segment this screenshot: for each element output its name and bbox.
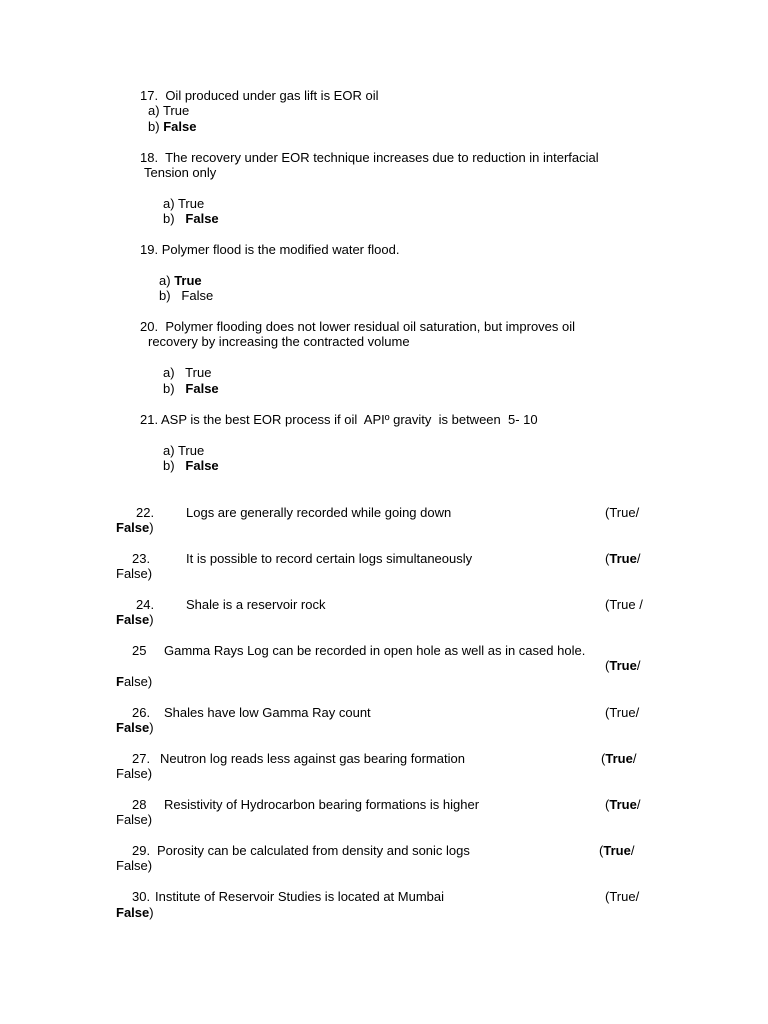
q17-option-a: a) True [148,103,190,118]
tf-item-text: Gamma Rays Log can be recorded in open hole as well as in cased hole. [164,643,586,658]
tf-item-text: It is possible to record certain logs simultaneously [186,551,473,566]
tf-item-number: 28 [132,797,147,812]
tf-answer-line1: (True/ [605,658,641,673]
tf-item-number: 30. [132,889,151,904]
tf-item-text: Neutron log reads less against gas bearing formation [160,751,465,766]
tf-answer-line1: (True/ [605,889,640,904]
question-17: 17. Oil produced under gas lift is EOR oil [140,88,379,103]
q17-option-b: b) False [148,119,197,134]
tf-item-text: Porosity can be calculated from density and sonic logs [157,843,470,858]
tf-item-text: Shales have low Gamma Ray count [164,705,371,720]
q18-option-b: b) False [163,211,219,226]
tf-item-number: 29. [132,843,151,858]
q18-option-a: a) True [163,196,205,211]
tf-answer-line2: False) [116,612,154,627]
tf-answer-line1: (True/ [605,551,641,566]
tf-answer-line1: (True / [605,597,643,612]
tf-item-text: Logs are generally recorded while going down [186,505,452,520]
question-18: 18. The recovery under EOR technique increases due to reduction in interfacial [140,150,599,165]
tf-item-text: Resistivity of Hydrocarbon bearing formations is higher [164,797,480,812]
tf-item-number: 23. [132,551,151,566]
tf-answer-line1: (True/ [605,705,640,720]
tf-answer-line2: False) [116,720,154,735]
q20-option-a: a) True [163,365,212,380]
tf-item-number: 27. [132,751,151,766]
tf-item-number: 26. [132,705,151,720]
tf-item-number: 22. [136,505,155,520]
question-20: 20. Polymer flooding does not lower residual oil saturation, but improves oil [140,319,576,334]
tf-answer-line2: False) [116,905,154,920]
q19-option-b: b) False [159,288,214,303]
tf-answer-line2: False) [116,812,153,827]
tf-item-text: Shale is a reservoir rock [186,597,326,612]
q21-option-a: a) True [163,443,205,458]
question-19: 19. Polymer flood is the modified water flood. [140,242,400,257]
tf-item-number: 24. [136,597,155,612]
tf-answer-line2: False) [116,566,153,581]
q20-option-b: b) False [163,381,219,396]
tf-answer-line2: False) [116,858,153,873]
tf-answer-line1: (True/ [605,797,641,812]
tf-answer-line2: False) [116,520,154,535]
q21-option-b: b) False [163,458,219,473]
tf-answer-line2: False) [116,766,153,781]
question-18-line2: Tension only [144,165,217,180]
question-21: 21. ASP is the best EOR process if oil APIº gravity is between 5- 10 [140,412,538,427]
q19-option-a: a) True [159,273,202,288]
tf-item-text: Institute of Reservoir Studies is located at Mumbai [155,889,445,904]
tf-answer-line1: (True/ [605,505,640,520]
tf-answer-line1: (True/ [599,843,635,858]
question-20-line2: recovery by increasing the contracted volume [148,334,410,349]
tf-item-number: 25 [132,643,147,658]
tf-answer-line2: False) [116,674,153,689]
tf-answer-line1: (True/ [601,751,637,766]
